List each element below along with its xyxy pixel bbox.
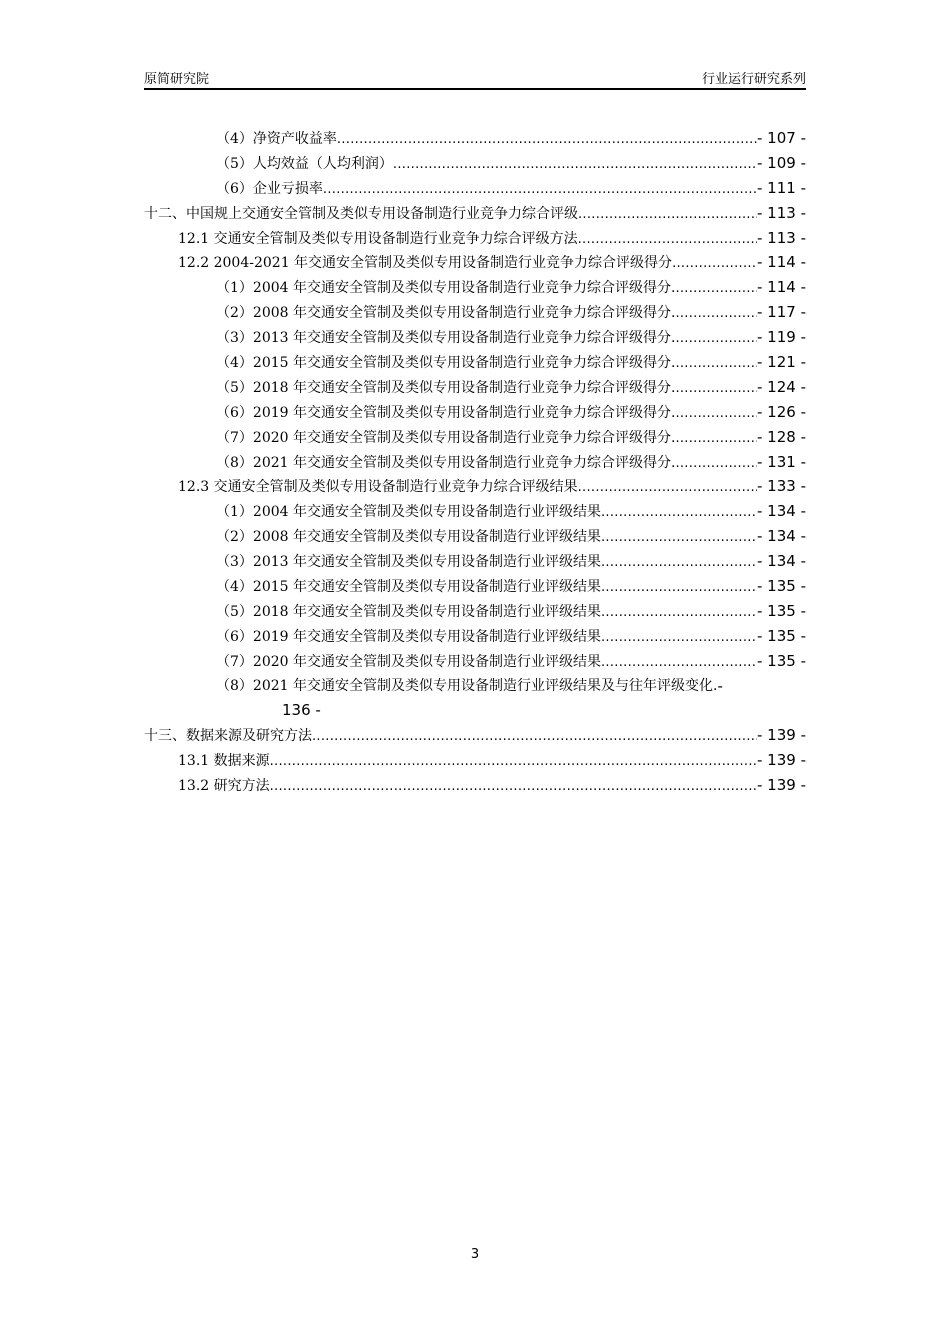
toc-entry-page: - 135 - xyxy=(757,626,806,645)
toc-entry-page: - 126 - xyxy=(757,402,806,421)
toc-entry-title: （5）人均效益（人均利润） xyxy=(216,155,393,172)
toc-entry-title: 13.2 研究方法 xyxy=(178,778,270,795)
toc-entry-title: （1）2004 年交通安全管制及类似专用设备制造行业竞争力综合评级得分. xyxy=(216,280,676,297)
dot-leader xyxy=(312,725,757,750)
toc-entry-page: - 124 - xyxy=(757,377,806,396)
toc-entry-wrapped[interactable] xyxy=(144,674,806,724)
dot-leader xyxy=(672,252,757,277)
toc-entry-page-part2: 136 - xyxy=(282,701,321,720)
toc-entry-title: （4）2015 年交通安全管制及类似专用设备制造行业竞争力综合评级得分. xyxy=(216,355,676,372)
toc-entry-page: - 135 - xyxy=(757,577,806,596)
toc-entry[interactable] xyxy=(144,450,806,475)
toc-entry-page: - 107 - xyxy=(757,129,806,147)
toc-entry[interactable] xyxy=(144,350,806,375)
toc-entry-title: （8）2021 年交通安全管制及类似专用设备制造行业评级结果及与往年评级变化. xyxy=(216,677,718,694)
toc-entry-title: （5）2018 年交通安全管制及类似专用设备制造行业竞争力综合评级得分. xyxy=(216,379,676,396)
toc-entry[interactable] xyxy=(144,400,806,425)
toc-entry-page: - 134 - xyxy=(757,502,806,521)
toc-entry[interactable] xyxy=(144,499,806,524)
toc-entry-title: （5）2018 年交通安全管制及类似专用设备制造行业评级结果 xyxy=(216,603,601,620)
dot-leader xyxy=(675,302,757,327)
dot-leader xyxy=(675,277,757,302)
dot-leader xyxy=(675,327,757,352)
toc-entry-page: - 119 - xyxy=(757,328,806,347)
dot-leader xyxy=(601,501,757,526)
dot-leader xyxy=(270,750,757,775)
toc-entry-title: 十二、中国规上交通安全管制及类似专用设备制造行业竞争力综合评级 xyxy=(144,205,578,222)
toc-entry[interactable] xyxy=(144,549,806,574)
table-of-contents xyxy=(144,126,806,798)
toc-entry-page: - 111 - xyxy=(757,178,806,197)
dot-leader xyxy=(337,128,757,153)
toc-entry[interactable] xyxy=(144,425,806,450)
dot-leader xyxy=(601,626,757,651)
toc-entry-page: - 114 - xyxy=(757,253,806,272)
toc-entry-title: （6）2019 年交通安全管制及类似专用设备制造行业评级结果 xyxy=(216,628,601,645)
toc-entry[interactable] xyxy=(144,574,806,599)
toc-entry-title: （3）2013 年交通安全管制及类似专用设备制造行业竞争力综合评级得分. xyxy=(216,330,676,347)
toc-entry-section[interactable] xyxy=(144,474,806,499)
dot-leader xyxy=(323,178,757,203)
toc-entry[interactable] xyxy=(144,126,806,151)
toc-entry-page: - 121 - xyxy=(757,353,806,372)
toc-entry[interactable] xyxy=(144,599,806,624)
toc-entry-title: 13.1 数据来源 xyxy=(178,753,270,770)
dot-leader xyxy=(393,153,757,178)
header-series: 行业运行研究系列 xyxy=(701,72,806,87)
toc-entry[interactable] xyxy=(144,176,806,201)
toc-entry[interactable] xyxy=(144,275,806,300)
toc-entry[interactable] xyxy=(144,624,806,649)
toc-entry-page: - 135 - xyxy=(757,601,806,620)
toc-entry-section[interactable] xyxy=(144,250,806,275)
toc-entry-section[interactable] xyxy=(144,748,806,773)
toc-entry-title: （6）企业亏损率 xyxy=(216,180,323,197)
toc-entry-title: 12.3 交通安全管制及类似专用设备制造行业竞争力综合评级结果 xyxy=(178,479,578,496)
toc-entry-page: - 135 - xyxy=(757,651,806,670)
toc-entry[interactable] xyxy=(144,300,806,325)
toc-entry-page-part1: - xyxy=(717,676,723,695)
dot-leader xyxy=(675,402,757,427)
toc-entry-title: 12.2 2004-2021 年交通安全管制及类似专用设备制造行业竞争力综合评级得分 xyxy=(178,255,673,272)
toc-entry-page: - 128 - xyxy=(757,427,806,446)
toc-entry-page: - 139 - xyxy=(757,751,806,770)
dot-leader xyxy=(675,377,757,402)
toc-entry-title: （2）2008 年交通安全管制及类似专用设备制造行业竞争力综合评级得分. xyxy=(216,305,676,322)
header-publisher: 原简研究院 xyxy=(144,72,210,87)
toc-entry-title: （4）净资产收益率 xyxy=(216,131,337,147)
toc-entry-page: - 117 - xyxy=(757,303,806,322)
page-number: 3 xyxy=(470,1247,480,1262)
toc-entry-title: 十三、数据来源及研究方法 xyxy=(144,728,312,745)
toc-entry[interactable] xyxy=(144,375,806,400)
dot-leader xyxy=(601,526,757,551)
toc-entry[interactable] xyxy=(144,649,806,674)
toc-entry-chapter[interactable] xyxy=(144,723,806,748)
toc-entry-chapter[interactable] xyxy=(144,201,806,226)
dot-leader xyxy=(578,476,757,501)
toc-entry-page: - 114 - xyxy=(757,278,806,297)
toc-entry-page: - 109 - xyxy=(757,153,806,172)
toc-entry-title: （6）2019 年交通安全管制及类似专用设备制造行业竞争力综合评级得分. xyxy=(216,404,676,421)
dot-leader xyxy=(270,775,757,800)
toc-entry-page: - 134 - xyxy=(757,527,806,546)
toc-entry-title: （7）2020 年交通安全管制及类似专用设备制造行业评级结果 xyxy=(216,653,601,670)
toc-entry[interactable] xyxy=(144,151,806,176)
toc-entry-title: （1）2004 年交通安全管制及类似专用设备制造行业评级结果 xyxy=(216,504,601,521)
dot-leader xyxy=(601,551,757,576)
toc-entry-page: - 139 - xyxy=(757,776,806,795)
toc-entry-title: （7）2020 年交通安全管制及类似专用设备制造行业竞争力综合评级得分. xyxy=(216,429,676,446)
toc-entry[interactable] xyxy=(144,524,806,549)
toc-entry-page: - 133 - xyxy=(757,477,806,496)
toc-entry-page: - 131 - xyxy=(757,452,806,471)
toc-entry-section[interactable] xyxy=(144,773,806,798)
toc-entry-title: （2）2008 年交通安全管制及类似专用设备制造行业评级结果 xyxy=(216,529,601,546)
page-header xyxy=(144,66,806,90)
toc-entry[interactable] xyxy=(144,325,806,350)
dot-leader xyxy=(675,427,757,452)
dot-leader xyxy=(601,601,757,626)
toc-entry-page: - 134 - xyxy=(757,552,806,571)
dot-leader xyxy=(675,352,757,377)
dot-leader xyxy=(578,203,757,228)
toc-entry-section[interactable] xyxy=(144,226,806,251)
toc-entry-title: （3）2013 年交通安全管制及类似专用设备制造行业评级结果 xyxy=(216,554,601,571)
dot-leader xyxy=(675,452,757,477)
toc-entry-page: - 139 - xyxy=(757,726,806,745)
toc-entry-title: 12.1 交通安全管制及类似专用设备制造行业竞争力综合评级方法 xyxy=(178,230,578,247)
toc-entry-page: - 113 - xyxy=(757,203,806,222)
toc-entry-title: （8）2021 年交通安全管制及类似专用设备制造行业竞争力综合评级得分. xyxy=(216,454,676,471)
dot-leader xyxy=(601,576,757,601)
dot-leader xyxy=(578,228,757,253)
toc-entry-title: （4）2015 年交通安全管制及类似专用设备制造行业评级结果 xyxy=(216,579,601,596)
toc-entry-page: - 113 - xyxy=(757,228,806,247)
dot-leader xyxy=(601,651,757,676)
